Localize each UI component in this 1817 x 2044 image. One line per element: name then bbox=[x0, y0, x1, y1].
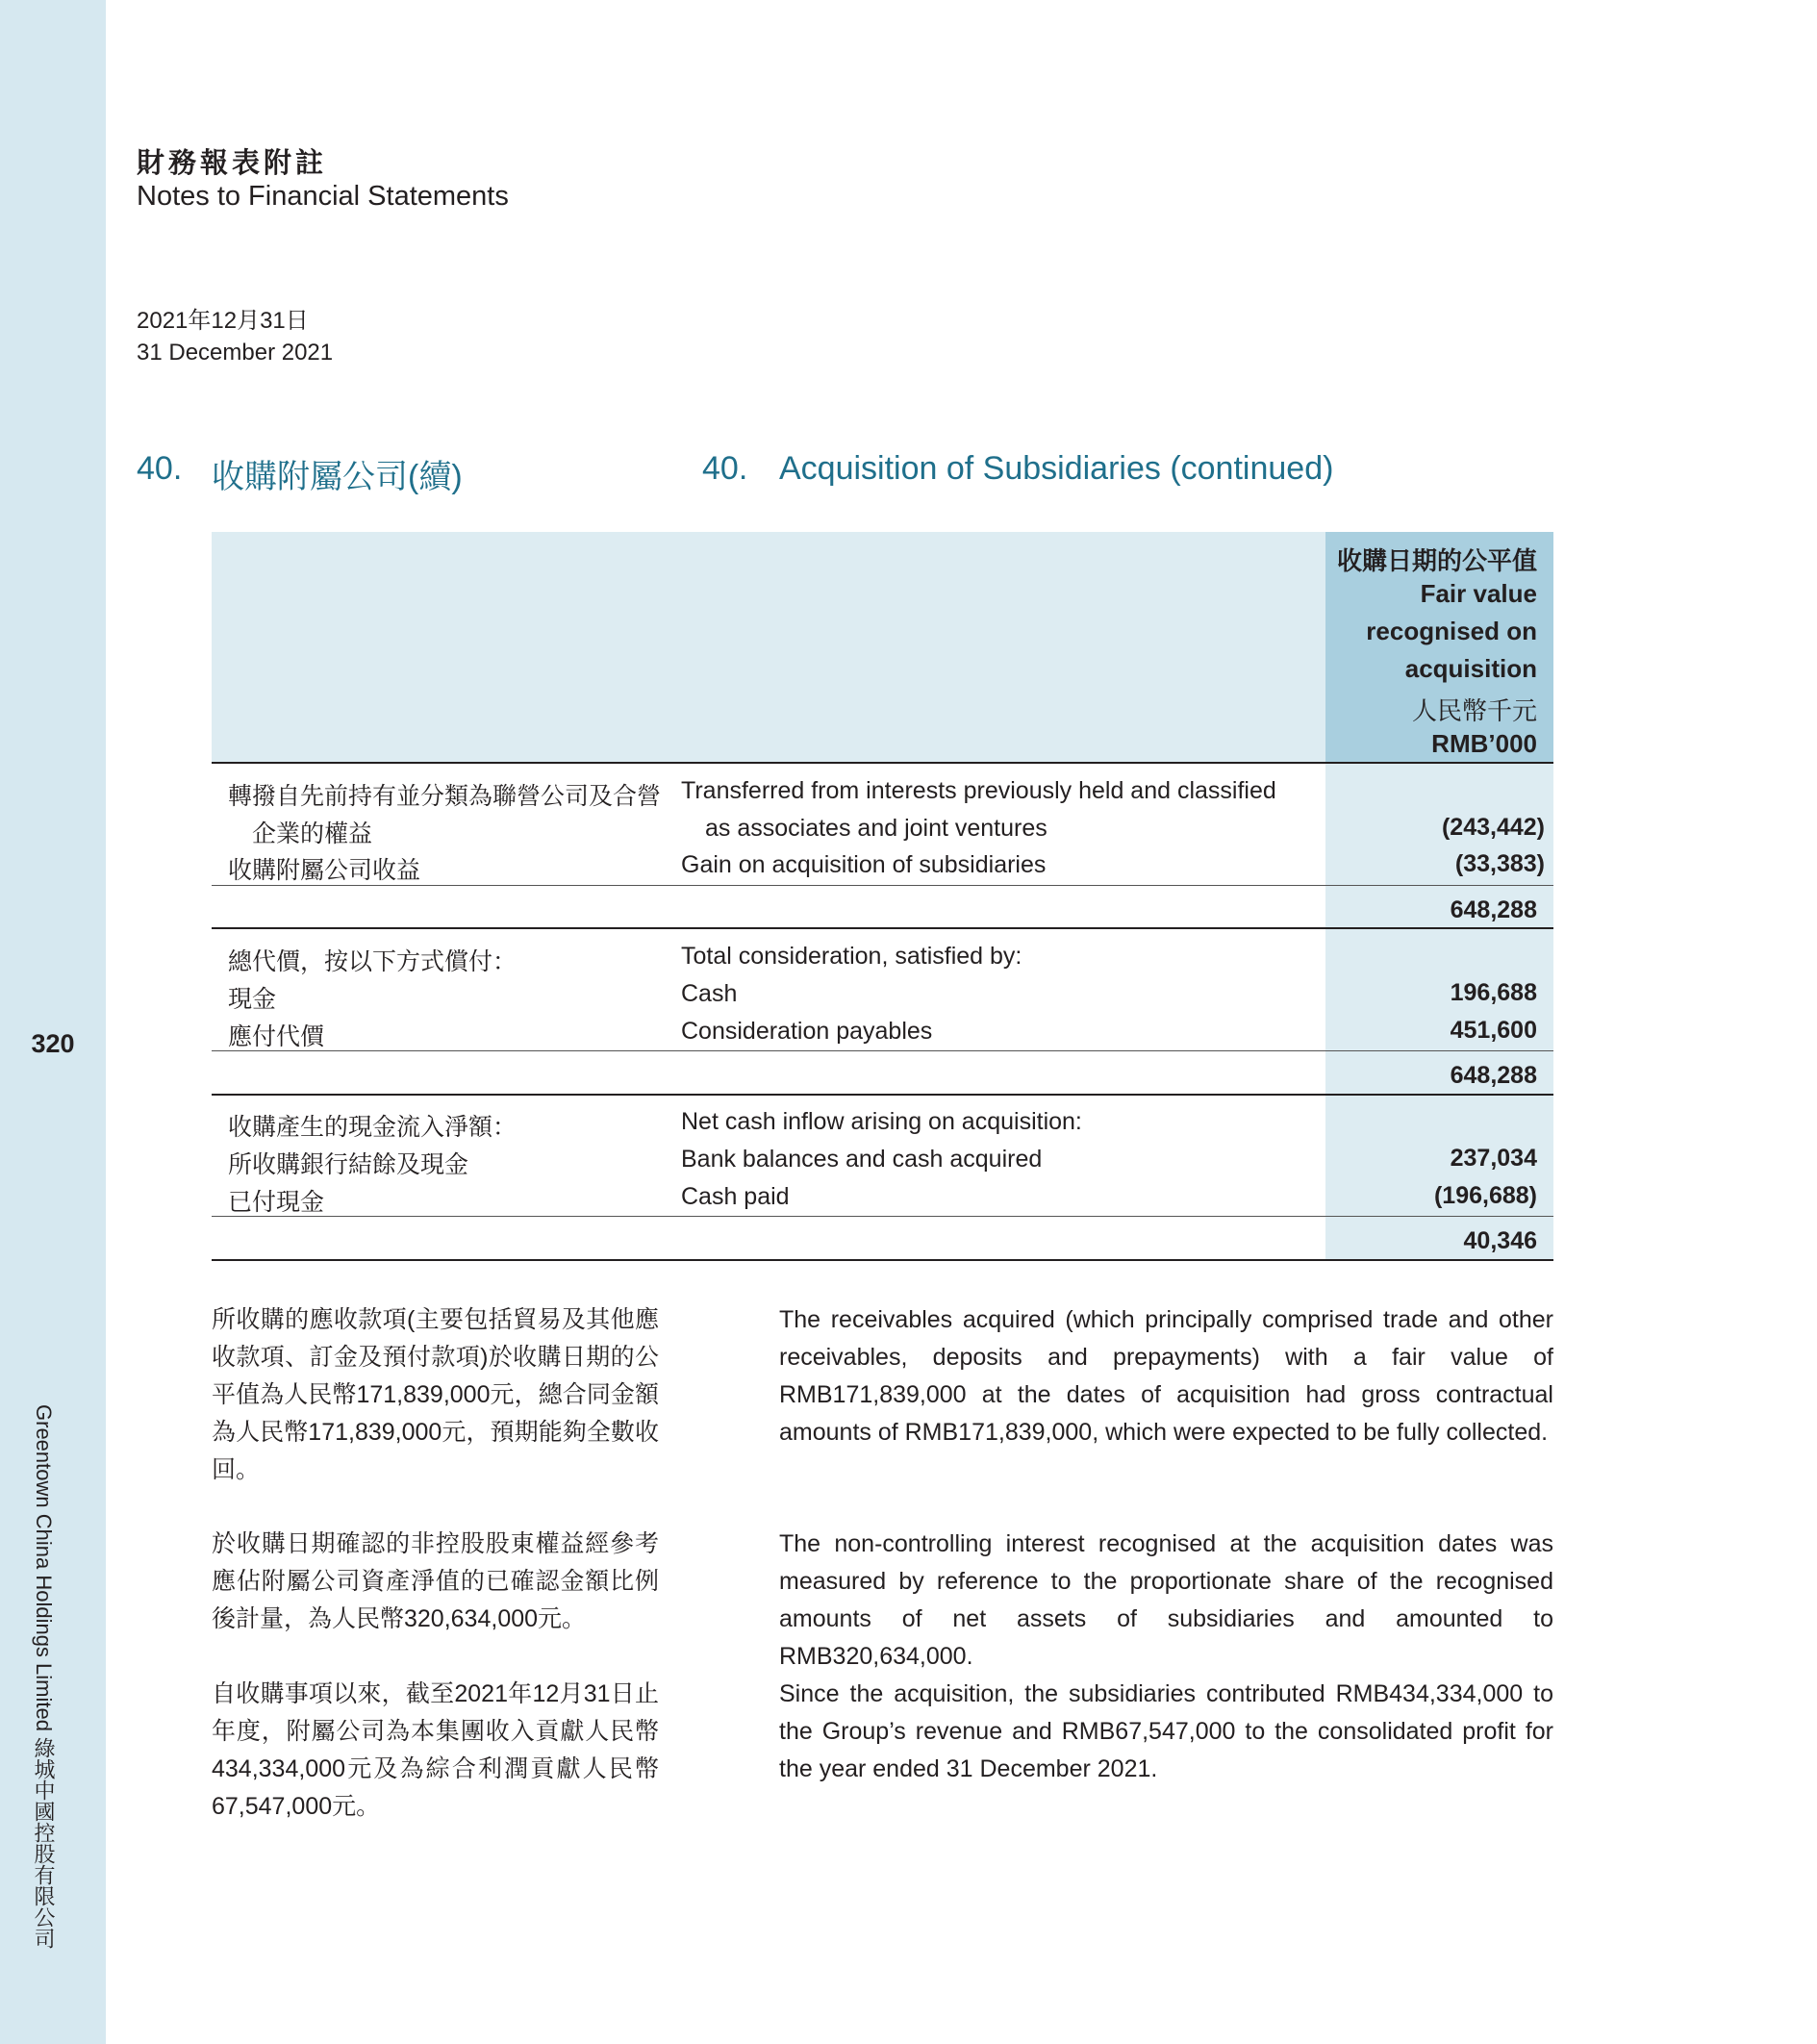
table-rule bbox=[212, 1094, 1553, 1096]
section-number-en: 40. bbox=[702, 450, 748, 487]
table-row-label-en: Consideration payables bbox=[681, 1018, 933, 1045]
table-row-label-en: Cash bbox=[681, 980, 738, 1007]
column-header-en-line3: acquisition bbox=[1404, 654, 1537, 683]
table-row-value: (196,688) bbox=[1433, 1182, 1537, 1209]
paragraph-receivables-en: The receivables acquired (which principally comprised trade and other receivables, deposits and prepayments) with a fair value of RMB171,839,000 at the dates of acquisition had gross contractual amounts of RMB171,839,000, which were expected to be fully collected. bbox=[779, 1306, 1553, 1446]
table-row-label-zh: 應付代價 bbox=[228, 1023, 325, 1050]
table-row-label-zh: 現金 bbox=[228, 986, 277, 1013]
section-title-zh: 收購附屬公司(續) bbox=[212, 459, 463, 495]
paragraph-nci-zh: 於收購日期確認的非控股股東權益經參考應佔附屬公司資產淨值的已確認金額比例後計量，為人民幣320,634,000元。 bbox=[212, 1530, 659, 1632]
table-row-label-zh: 收購產生的現金流入淨額： bbox=[228, 1114, 517, 1141]
paragraph-contribution-zh: 自收購事項以來，截至2021年12月31日止年度，附屬公司為本集團收入貢獻人民幣434,334,000元及為綜合利潤貢獻人民幣67,547,000元。 bbox=[212, 1680, 659, 1820]
column-header-unit-en: RMB’000 bbox=[1431, 729, 1537, 758]
table-row-label-en: Bank balances and cash acquired bbox=[681, 1146, 1043, 1173]
table-row-label-en: Cash paid bbox=[681, 1183, 790, 1210]
paragraph-nci-en: The non-controlling interest recognised at the acquisition dates was measured by reference to the proportionate share of the recognised amounts of net assets of subsidiaries and amounted to RMB320,634,000. bbox=[779, 1530, 1553, 1670]
table-row-label-en: Net cash inflow arising on acquisition: bbox=[681, 1108, 1082, 1135]
section-number-zh: 40. bbox=[137, 450, 183, 487]
table-row-label-zh: 總代價，按以下方式償付： bbox=[228, 948, 517, 975]
table-row-label-zh: 企業的權益 bbox=[252, 820, 373, 847]
company-name-vertical bbox=[29, 1404, 79, 1950]
table-row-label-en: Gain on acquisition of subsidiaries bbox=[681, 851, 1047, 878]
section-title-en: Acquisition of Subsidiaries (continued) bbox=[779, 450, 1334, 487]
table-row-label-zh: 已付現金 bbox=[228, 1189, 325, 1216]
date-zh: 2021年12月31日 bbox=[137, 308, 309, 334]
table-rule bbox=[212, 1216, 1553, 1217]
paragraph-contribution-en: Since the acquisition, the subsidiaries contributed RMB434,334,000 to the Group’s revenue and RMB67,547,000 to the consolidated profit for the year ended 31 December 2021. bbox=[779, 1680, 1553, 1782]
column-header-zh: 收購日期的公平值 bbox=[1336, 546, 1537, 575]
company-name: Greentown China Holdings Limited 綠城中國控股有限公司 bbox=[32, 1404, 56, 1950]
table-total: 40,346 bbox=[1463, 1227, 1537, 1254]
table-rule bbox=[212, 1259, 1553, 1261]
table-subtotal: 648,288 bbox=[1450, 896, 1537, 923]
table-row-label-zh: 所收購銀行結餘及現金 bbox=[228, 1151, 469, 1178]
table-row-value: 196,688 bbox=[1450, 979, 1537, 1006]
page-title-zh: 財務報表附註 bbox=[137, 146, 328, 179]
table-subtotal: 648,288 bbox=[1450, 1062, 1537, 1089]
date-en: 31 December 2021 bbox=[137, 340, 334, 366]
column-header-unit-zh: 人民幣千元 bbox=[1411, 696, 1537, 725]
column-header-en-line2: recognised on bbox=[1366, 617, 1537, 645]
table-row-label-en: as associates and joint ventures bbox=[705, 815, 1047, 842]
table-row-value: (33,383) bbox=[1454, 850, 1545, 877]
table-row-label-en: Total consideration, satisfied by: bbox=[681, 943, 1022, 970]
table-row-label-zh: 轉撥自先前持有並分類為聯營公司及合營 bbox=[228, 783, 662, 810]
table-row-value: 237,034 bbox=[1450, 1145, 1537, 1172]
table-row-label-en: Transferred from interests previously held and classified bbox=[681, 777, 1276, 804]
table-rule bbox=[212, 927, 1553, 929]
table-row-value: (243,442) bbox=[1441, 814, 1545, 841]
table-rule bbox=[212, 762, 1553, 764]
paragraph-receivables-zh: 所收購的應收款項(主要包括貿易及其他應收款項、訂金及預付款項)於收購日期的公平值為人民幣171,839,000元，總合同金額為人民幣171,839,000元，預期能夠全數收回。 bbox=[212, 1306, 659, 1483]
column-header-en-line1: Fair value bbox=[1420, 579, 1537, 608]
table-rule bbox=[212, 1050, 1553, 1051]
page-number: 320 bbox=[31, 1029, 75, 1058]
table-row-label-zh: 收購附屬公司收益 bbox=[228, 857, 421, 884]
table-row-value: 451,600 bbox=[1450, 1017, 1537, 1044]
table-header-background bbox=[212, 532, 1326, 763]
page-title-en: Notes to Financial Statements bbox=[137, 181, 509, 212]
